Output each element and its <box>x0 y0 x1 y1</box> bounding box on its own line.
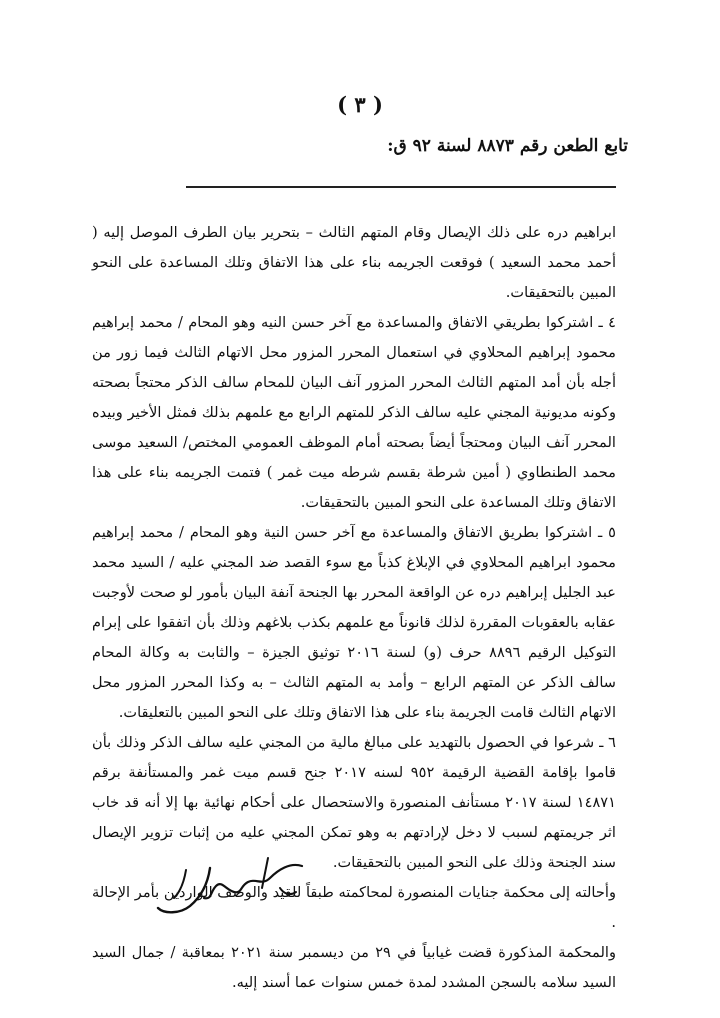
handwritten-signature <box>150 848 320 928</box>
divider-line <box>186 186 616 188</box>
page-number: ( ٣ ) <box>337 92 383 117</box>
paragraph-charge-4: ٤ ـ اشتركوا بطريقي الاتفاق والمساعدة مع آخر حسن النيه وهو المحام / محمد إبراهيم محمود إبراهيم المحلاوي في استعمال المحرر المزور محل الاتهام الثالث فيما زور من أجله بأن أمد المتهم الثالث المحرر المزور آنف البيان للمحام سالف الذكر محتجاً بصحته وكونه مديونية المجني عليه سالف الذكر للمتهم الرابع مع علمهم بذلك فمثل الأخير وبيده المحرر آنف البيان ومحتجاً أيضاً بصحته أمام الموظف العمومي المختص/ السعيد موسى محمد الطنطاوي ( أمين شرطة بقسم شرطه ميت غمر ) فتمت الجريمه بناء على هذا الاتفاق وتلك المساعدة على النحو المبين بالتحقيقات. <box>92 314 616 511</box>
paragraph-charge-5: ٥ ـ اشتركوا بطريق الاتفاق والمساعدة مع آخر حسن النية وهو المحام / محمد إبراهيم محمود ابراهيم المحلاوي في الإبلاغ كذباً مع سوء القصد ضد المجني عليه / السيد محمد عبد الجليل إبراهيم دره عن الواقعة المحرر بها الجنحة آنفة البيان بأمور لو صحت لأوجبت عقابه بالعقوبات المقررة لذلك قانوناً مع علمهم بكذب بلاغهم وذلك بأن اتفقوا على إبرام التوكيل الرقيم ٨٨٩٦ حرف (و) لسنة ٢٠١٦ توثيق الجيزة – والثابت به وكالة المحام سالف الذكر عن المتهم الرابع – وأمد به المتهم الثالث – به وكذا المحرر المزور محل الاتهام الثالث قامت الجريمة بناء على هذا الاتفاق وتلك على النحو المبين بالتعليقات. <box>92 524 617 721</box>
paragraph-referral: وأحالته إلى محكمة جنايات المنصورة لمحاكمته طبقاً للقيد والوصف الواردين بأمر الإحالة . <box>92 884 617 931</box>
paragraph-charge-6: ٦ ـ شرعوا في الحصول بالتهديد على مبالغ مالية من المجني عليه سالف الذكر وذلك بأن قاموا بإقامة القضية الرقيمة ٩٥٢ لسنه ٢٠١٧ جنح قسم ميت غمر والمستأنفة برقم ١٤٨٧١ لسنة ٢٠١٧ مستأنف المنصورة والاستحصال على أحكام نهائية بها إلا أنه قد خاب اثر جريمتهم لسبب لا دخل لإرادتهم به وهو تمكن المجني عليه من إثبات تزوير الإيصال سند الجنحة وذلك على النحو المبين بالتحقيقات. <box>92 734 616 871</box>
paragraph-verdict: والمحكمة المذكورة قضت غيابياً في ٢٩ من ديسمبر سنة ٢٠٢١ بمعاقبة / جمال السيد السيد سلامه بالسجن المشدد لمدة خمس سنوات عما أسند إليه. <box>92 944 616 991</box>
case-header: تابع الطعن رقم ٨٨٧٣ لسنة ٩٢ ق: <box>387 136 628 156</box>
paragraph-continuation: ابراهيم دره على ذلك الإيصال وقام المتهم الثالث – بتحرير بيان الطرف الموصل إليه ( أحمد محمد السعيد ) فوقعت الجريمه بناء على هذا الاتفاق وتلك المساعدة على النحو المبين بالتحقيقات. <box>92 224 616 301</box>
